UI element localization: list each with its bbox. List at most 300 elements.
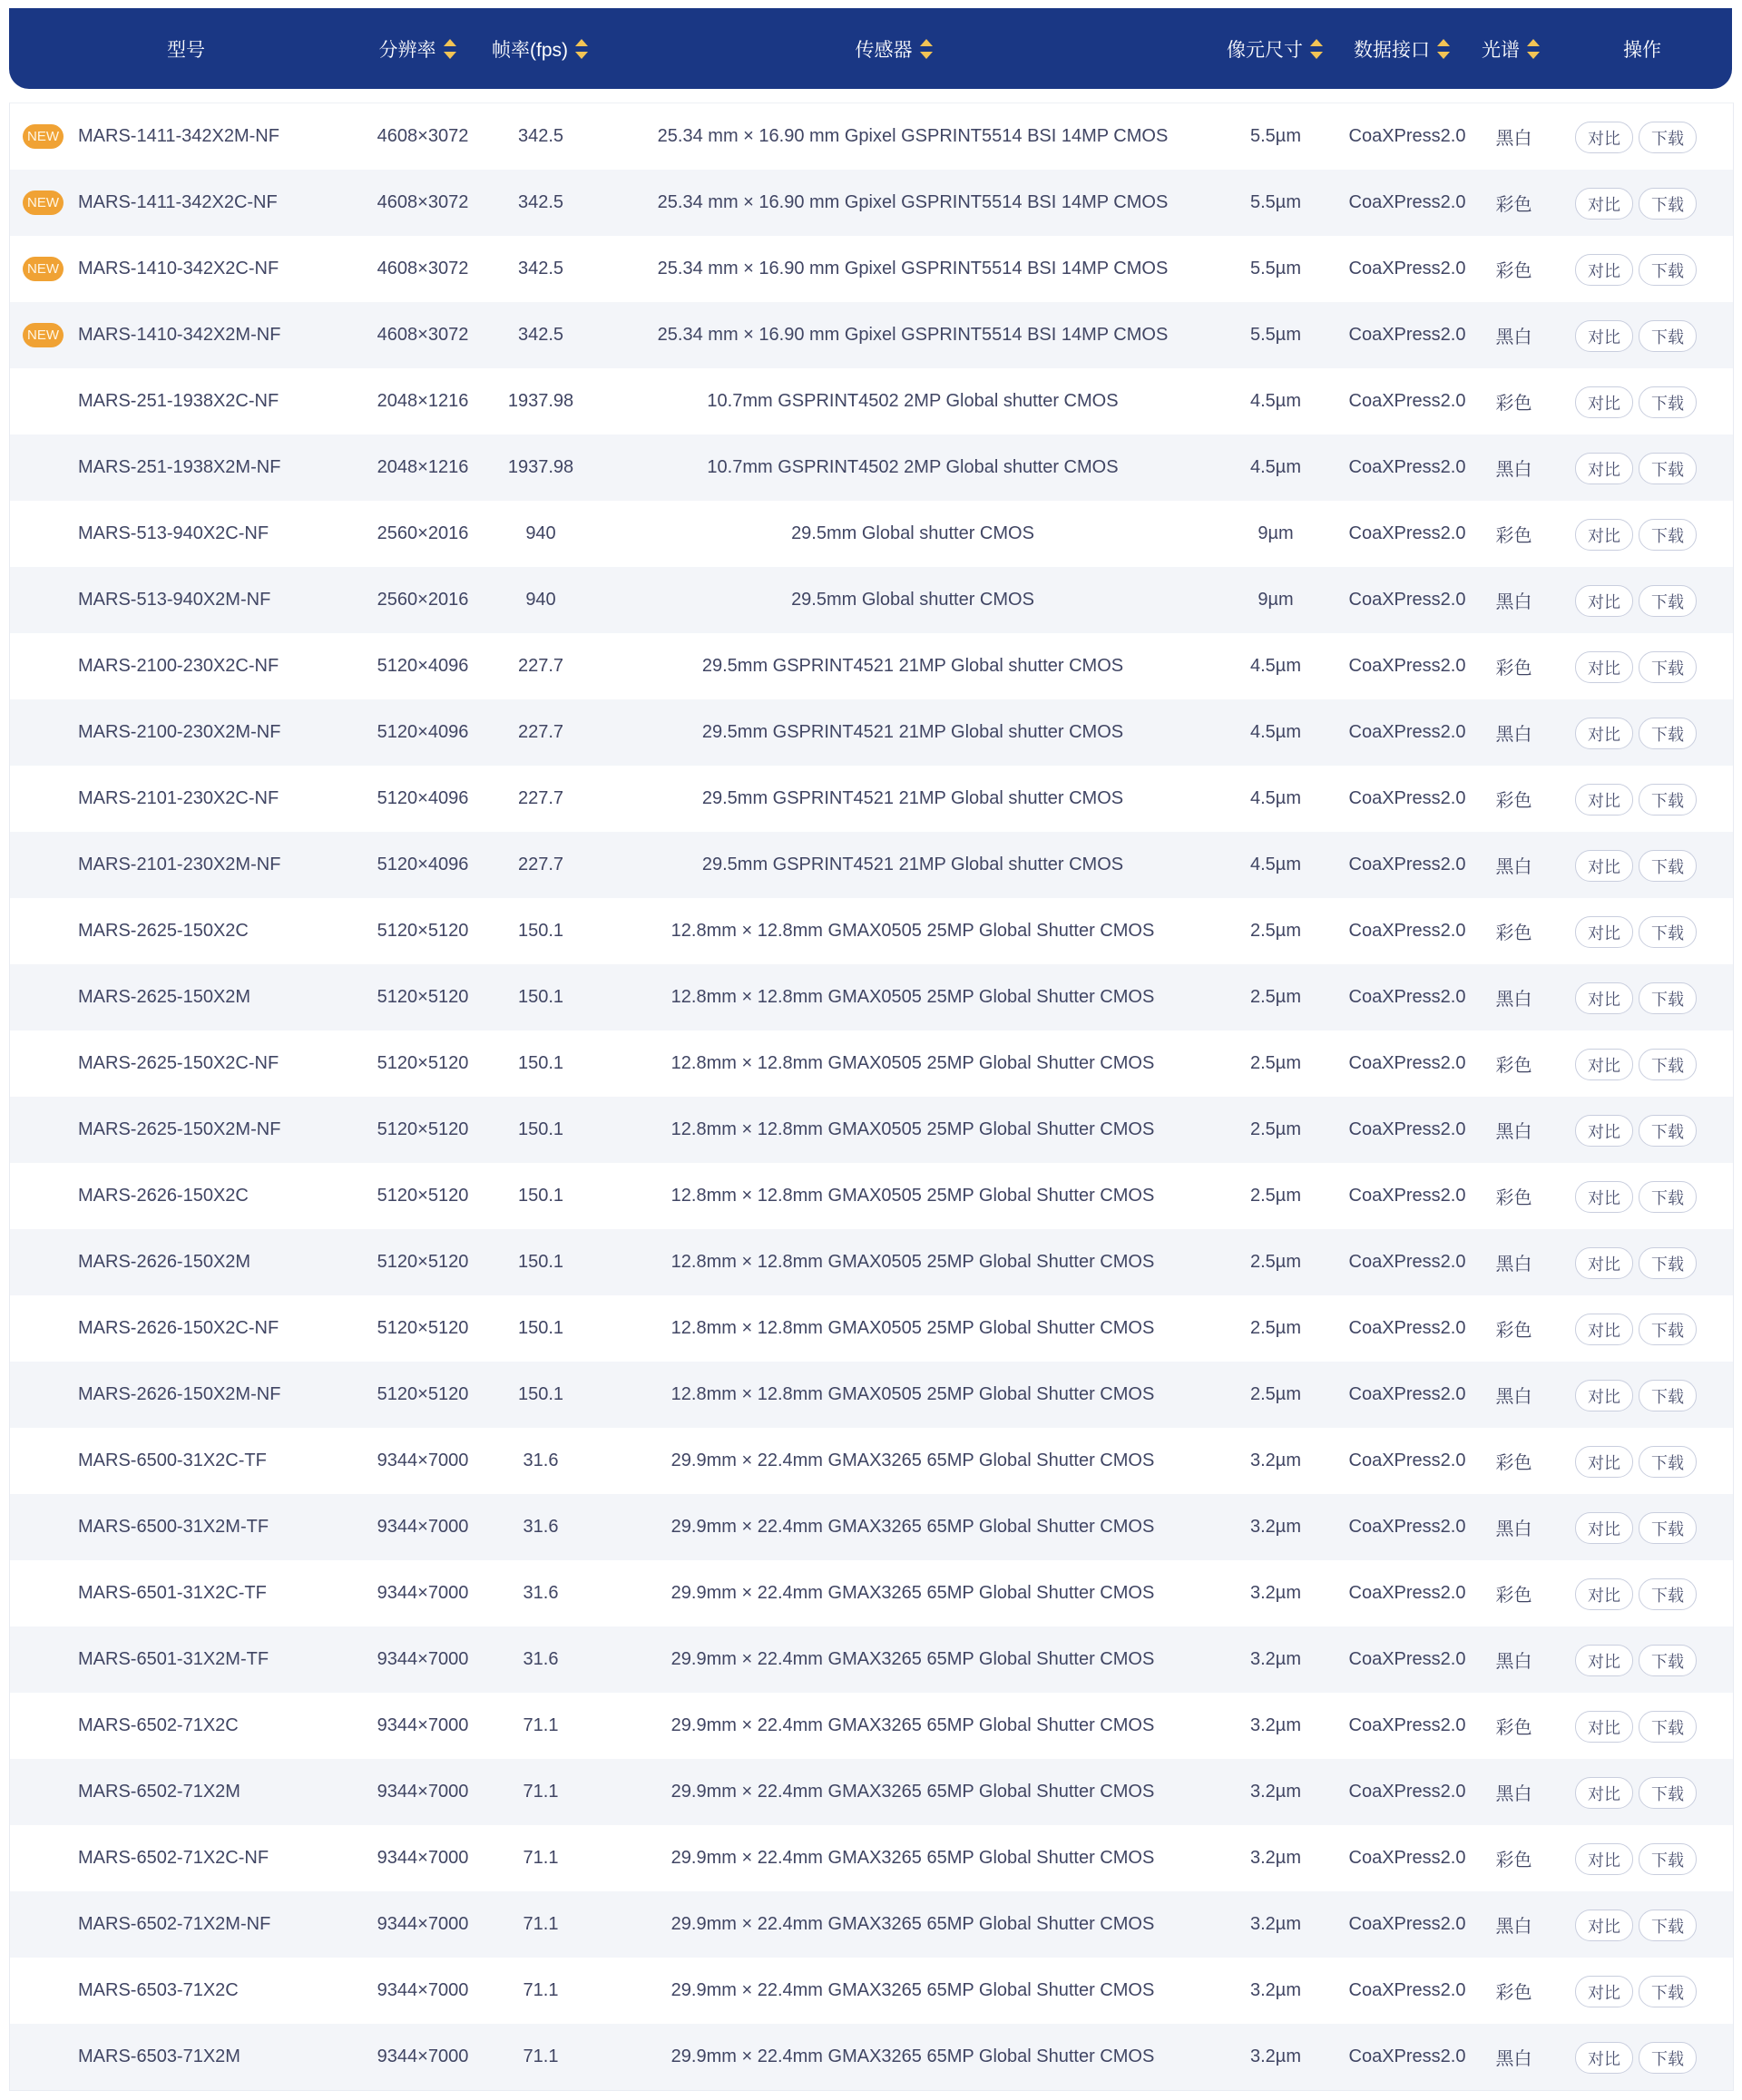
new-badge: NEW [23,124,64,149]
compare-button[interactable]: 对比 [1575,1049,1633,1080]
cell-interface: CoaXPress2.0 [1348,1384,1466,1404]
cell-fps: 227.7 [517,788,564,808]
cell-model[interactable]: MARS-2100-230X2C-NF [78,656,279,676]
cell-resolution: 5120×5120 [377,921,469,941]
download-button[interactable]: 下载 [1639,1115,1697,1147]
new-badge: NEW [23,257,64,281]
download-button[interactable]: 下载 [1639,519,1697,551]
sort-icon [444,39,456,59]
cell-spectrum: 彩色 [1495,1586,1532,1606]
compare-button[interactable]: 对比 [1575,122,1633,153]
cell-pixel: 4.5µm [1250,457,1301,477]
cell-fps: 150.1 [517,1318,564,1338]
cell-pixel: 2.5µm [1250,1318,1301,1338]
cell-spectrum: 彩色 [1495,923,1532,943]
cell-resolution: 4608×3072 [377,126,469,146]
cell-fps: 71.1 [523,2046,559,2066]
cell-interface: CoaXPress2.0 [1348,987,1466,1007]
cell-pixel: 3.2µm [1250,1715,1301,1735]
cell-fps: 150.1 [517,1186,564,1206]
compare-button[interactable]: 对比 [1575,1115,1633,1147]
cell-spectrum: 黑白 [1495,1519,1532,1539]
cell-spectrum: 黑白 [1495,129,1532,149]
cell-spectrum: 彩色 [1495,1321,1532,1341]
cell-spectrum: 彩色 [1495,394,1532,414]
cell-spectrum: 黑白 [1495,327,1532,347]
header-model [118,8,254,89]
cell-model[interactable]: MARS-2626-150X2M-NF [78,1384,281,1404]
cell-resolution: 5120×4096 [377,788,469,808]
header-resolution-label: 分辨率 [378,39,436,61]
cell-spectrum: 彩色 [1495,195,1532,215]
table-row [10,1097,1733,1163]
cell-spectrum: 彩色 [1495,526,1532,546]
cell-sensor: 12.8mm × 12.8mm GMAX0505 25MP Global Shutter CMOS [670,1318,1155,1338]
download-button[interactable]: 下载 [1639,1380,1697,1411]
cell-spectrum: 彩色 [1495,1453,1532,1473]
cell-fps: 227.7 [517,722,564,742]
cell-spectrum: 黑白 [1495,1917,1532,1937]
cell-model[interactable]: MARS-2101-230X2M-NF [78,855,281,874]
cell-spectrum: 黑白 [1495,2049,1532,2069]
compare-button[interactable]: 对比 [1575,1314,1633,1345]
compare-button[interactable]: 对比 [1575,453,1633,484]
cell-model[interactable]: MARS-6503-71X2C [78,1980,239,2000]
cell-spectrum: 彩色 [1495,261,1532,281]
cell-resolution: 2560×2016 [377,523,469,543]
table-row [10,1958,1733,2024]
cell-pixel: 2.5µm [1250,1384,1301,1404]
compare-button[interactable]: 对比 [1575,320,1633,352]
cell-sensor: 29.9mm × 22.4mm GMAX3265 65MP Global Shutter CMOS [670,2046,1155,2066]
download-button[interactable]: 下载 [1639,1181,1697,1213]
download-button[interactable]: 下载 [1639,1247,1697,1279]
new-badge: NEW [23,323,64,347]
cell-spectrum: 彩色 [1495,791,1532,811]
cell-resolution: 9344×7000 [377,2046,469,2066]
header-sensor-label: 传感器 [855,39,913,61]
cell-model[interactable]: MARS-2626-150X2M [78,1252,251,1272]
compare-button[interactable]: 对比 [1575,784,1633,816]
cell-interface: CoaXPress2.0 [1348,788,1466,808]
cell-model[interactable]: MARS-251-1938X2M-NF [78,457,281,477]
new-badge: NEW [23,190,64,215]
table-row [10,1891,1733,1958]
compare-button[interactable]: 对比 [1575,718,1633,749]
cell-resolution: 5120×4096 [377,722,469,742]
cell-sensor: 29.9mm × 22.4mm GMAX3265 65MP Global Shutter CMOS [670,1715,1155,1735]
download-button[interactable]: 下载 [1639,188,1697,220]
cell-model[interactable]: MARS-1410-342X2C-NF [78,259,279,278]
cell-spectrum: 彩色 [1495,1983,1532,2003]
cell-model[interactable]: MARS-6503-71X2M [78,2046,240,2066]
cell-interface: CoaXPress2.0 [1348,126,1466,146]
cell-pixel: 3.2µm [1250,1517,1301,1537]
table-header [9,8,1732,89]
cell-sensor: 29.9mm × 22.4mm GMAX3265 65MP Global Shutter CMOS [670,1914,1155,1934]
cell-sensor: 12.8mm × 12.8mm GMAX0505 25MP Global Shutter CMOS [670,921,1155,941]
compare-button[interactable]: 对比 [1575,188,1633,220]
cell-fps: 31.6 [523,1517,559,1537]
cell-sensor: 12.8mm × 12.8mm GMAX0505 25MP Global Shutter CMOS [670,1252,1155,1272]
cell-sensor: 29.5mm Global shutter CMOS [791,590,1034,610]
cell-interface: CoaXPress2.0 [1348,1186,1466,1206]
cell-pixel: 9µm [1258,590,1294,610]
cell-resolution: 9344×7000 [377,1715,469,1735]
header-sensor-sort[interactable] [826,8,962,89]
cell-interface: CoaXPress2.0 [1348,1517,1466,1537]
cell-sensor: 29.5mm GSPRINT4521 21MP Global shutter CMOS [701,722,1124,742]
cell-spectrum: 彩色 [1495,1056,1532,1076]
compare-button[interactable]: 对比 [1575,850,1633,882]
cell-model[interactable]: MARS-251-1938X2C-NF [78,391,279,411]
cell-spectrum: 彩色 [1495,1188,1532,1208]
cell-interface: CoaXPress2.0 [1348,1583,1466,1603]
cell-fps: 342.5 [517,325,564,345]
cell-pixel: 3.2µm [1250,1649,1301,1669]
download-button[interactable]: 下载 [1639,254,1697,286]
compare-button[interactable]: 对比 [1575,1976,1633,2007]
cell-model[interactable]: MARS-6501-31X2C-TF [78,1583,267,1603]
compare-button[interactable]: 对比 [1575,1843,1633,1875]
compare-button[interactable]: 对比 [1575,651,1633,683]
table-row [10,766,1733,832]
download-button[interactable]: 下载 [1639,916,1697,948]
download-button[interactable]: 下载 [1639,784,1697,816]
compare-button[interactable]: 对比 [1575,519,1633,551]
cell-sensor: 10.7mm GSPRINT4502 2MP Global shutter CMOS [707,457,1119,477]
cell-resolution: 5120×5120 [377,1053,469,1073]
cell-sensor: 29.9mm × 22.4mm GMAX3265 65MP Global Shutter CMOS [670,1782,1155,1802]
table-row [10,1030,1733,1097]
cell-interface: CoaXPress2.0 [1348,855,1466,874]
cell-model[interactable]: MARS-6501-31X2M-TF [78,1649,269,1669]
cell-resolution: 4608×3072 [377,192,469,212]
cell-pixel: 4.5µm [1250,722,1301,742]
cell-model[interactable]: MARS-2625-150X2M-NF [78,1119,281,1139]
cell-resolution: 9344×7000 [377,1583,469,1603]
compare-button[interactable]: 对比 [1575,1247,1633,1279]
sort-icon [1310,39,1323,59]
download-button[interactable]: 下载 [1639,1777,1697,1809]
download-button[interactable]: 下载 [1639,2042,1697,2074]
cell-resolution: 2048×1216 [377,457,469,477]
cell-resolution: 5120×5120 [377,987,469,1007]
cell-model[interactable]: MARS-2626-150X2C-NF [78,1318,279,1338]
compare-button[interactable]: 对比 [1575,585,1633,617]
cell-interface: CoaXPress2.0 [1348,259,1466,278]
header-action [1588,8,1697,89]
compare-button[interactable]: 对比 [1575,2042,1633,2074]
cell-sensor: 29.9mm × 22.4mm GMAX3265 65MP Global Shutter CMOS [670,1980,1155,2000]
cell-pixel: 5.5µm [1250,126,1301,146]
compare-button[interactable]: 对比 [1575,1446,1633,1478]
table-row [10,1362,1733,1428]
cell-sensor: 12.8mm × 12.8mm GMAX0505 25MP Global Shutter CMOS [670,1119,1155,1139]
cell-interface: CoaXPress2.0 [1348,1318,1466,1338]
download-button[interactable]: 下载 [1639,122,1697,153]
sort-icon [920,39,933,59]
cell-interface: CoaXPress2.0 [1348,1782,1466,1802]
download-button[interactable]: 下载 [1639,1910,1697,1941]
cell-model[interactable]: MARS-2625-150X2M [78,987,251,1007]
cell-fps: 31.6 [523,1583,559,1603]
cell-pixel: 4.5µm [1250,788,1301,808]
cell-sensor: 29.5mm GSPRINT4521 21MP Global shutter CMOS [701,855,1124,874]
cell-interface: CoaXPress2.0 [1348,722,1466,742]
compare-button[interactable]: 对比 [1575,1181,1633,1213]
cell-interface: CoaXPress2.0 [1348,523,1466,543]
table-row [10,567,1733,633]
cell-pixel: 2.5µm [1250,921,1301,941]
cell-interface: CoaXPress2.0 [1348,192,1466,212]
cell-fps: 150.1 [517,1119,564,1139]
cell-fps: 31.6 [523,1450,559,1470]
cell-resolution: 9344×7000 [377,1848,469,1868]
cell-sensor: 12.8mm × 12.8mm GMAX0505 25MP Global Shutter CMOS [670,1053,1155,1073]
compare-button[interactable]: 对比 [1575,1711,1633,1743]
download-button[interactable]: 下载 [1639,1512,1697,1544]
header-resolution-sort[interactable] [363,8,472,89]
cell-resolution: 5120×4096 [377,855,469,874]
cell-resolution: 4608×3072 [377,325,469,345]
cell-model[interactable]: MARS-2101-230X2C-NF [78,788,279,808]
table-row [10,1825,1733,1891]
cell-pixel: 3.2µm [1250,1450,1301,1470]
download-button[interactable]: 下载 [1639,585,1697,617]
cell-interface: CoaXPress2.0 [1348,921,1466,941]
cell-pixel: 3.2µm [1250,1914,1301,1934]
cell-model[interactable]: MARS-513-940X2M-NF [78,590,271,610]
table-row [10,1295,1733,1362]
cell-fps: 71.1 [523,1848,559,1868]
cell-fps: 31.6 [523,1649,559,1669]
cell-fps: 342.5 [517,192,564,212]
product-table [9,8,1732,2069]
cell-resolution: 9344×7000 [377,1914,469,1934]
compare-button[interactable]: 对比 [1575,982,1633,1014]
download-button[interactable]: 下载 [1639,1711,1697,1743]
cell-pixel: 4.5µm [1250,656,1301,676]
cell-spectrum: 彩色 [1495,1718,1532,1738]
cell-model[interactable]: MARS-6500-31X2M-TF [78,1517,269,1537]
cell-model[interactable]: MARS-513-940X2C-NF [78,523,269,543]
cell-fps: 342.5 [517,259,564,278]
download-button[interactable]: 下载 [1639,718,1697,749]
cell-resolution: 5120×5120 [377,1252,469,1272]
cell-spectrum: 彩色 [1495,659,1532,679]
download-button[interactable]: 下载 [1639,1578,1697,1610]
cell-pixel: 3.2µm [1250,1980,1301,2000]
table-row [10,898,1733,964]
cell-sensor: 12.8mm × 12.8mm GMAX0505 25MP Global Shutter CMOS [670,1384,1155,1404]
cell-model[interactable]: MARS-1411-342X2M-NF [78,126,279,146]
cell-resolution: 5120×5120 [377,1186,469,1206]
cell-resolution: 5120×5120 [377,1119,469,1139]
cell-model[interactable]: MARS-2626-150X2C [78,1186,249,1206]
cell-fps: 71.1 [523,1715,559,1735]
table-row [10,1494,1733,1560]
download-button[interactable]: 下载 [1639,1049,1697,1080]
cell-model[interactable]: MARS-6502-71X2M [78,1782,240,1802]
cell-model[interactable]: MARS-1410-342X2M-NF [78,325,281,345]
cell-fps: 71.1 [523,1980,559,2000]
header-spectrum-sort[interactable] [1470,8,1551,89]
cell-fps: 1937.98 [507,391,574,411]
cell-interface: CoaXPress2.0 [1348,325,1466,345]
cell-pixel: 3.2µm [1250,1848,1301,1868]
table-row [10,1229,1733,1295]
cell-fps: 940 [525,590,556,610]
cell-resolution: 2048×1216 [377,391,469,411]
cell-pixel: 5.5µm [1250,325,1301,345]
table-row [10,170,1733,236]
header-fps-sort[interactable] [481,8,599,89]
cell-resolution: 5120×5120 [377,1318,469,1338]
cell-resolution: 9344×7000 [377,1649,469,1669]
cell-pixel: 3.2µm [1250,2046,1301,2066]
compare-button[interactable]: 对比 [1575,1910,1633,1941]
cell-pixel: 3.2µm [1250,1782,1301,1802]
compare-button[interactable]: 对比 [1575,1578,1633,1610]
cell-pixel: 5.5µm [1250,259,1301,278]
cell-interface: CoaXPress2.0 [1348,1715,1466,1735]
header-fps-label: 帧率(fps) [492,39,568,61]
cell-pixel: 5.5µm [1250,192,1301,212]
download-button[interactable]: 下载 [1639,1446,1697,1478]
download-button[interactable]: 下载 [1639,386,1697,418]
cell-fps: 227.7 [517,656,564,676]
compare-button[interactable]: 对比 [1575,386,1633,418]
cell-resolution: 9344×7000 [377,1782,469,1802]
cell-fps: 150.1 [517,1252,564,1272]
cell-interface: CoaXPress2.0 [1348,1848,1466,1868]
download-button[interactable]: 下载 [1639,982,1697,1014]
table-row [10,1163,1733,1229]
cell-model[interactable]: MARS-6502-71X2C [78,1715,239,1735]
cell-interface: CoaXPress2.0 [1348,590,1466,610]
compare-button[interactable]: 对比 [1575,1380,1633,1411]
cell-sensor: 29.9mm × 22.4mm GMAX3265 65MP Global Shutter CMOS [670,1583,1155,1603]
sort-icon [575,39,588,59]
table-row [10,964,1733,1030]
compare-button[interactable]: 对比 [1575,916,1633,948]
table-row [10,302,1733,368]
header-spectrum-label: 光谱 [1482,39,1520,61]
header-model-label: 型号 [167,39,205,61]
cell-model[interactable]: MARS-6500-31X2C-TF [78,1450,267,1470]
cell-interface: CoaXPress2.0 [1348,1053,1466,1073]
cell-fps: 227.7 [517,855,564,874]
table-row [10,832,1733,898]
header-pixel-label: 像元尺寸 [1227,39,1303,61]
cell-spectrum: 黑白 [1495,990,1532,1010]
cell-pixel: 2.5µm [1250,987,1301,1007]
cell-sensor: 29.5mm Global shutter CMOS [791,523,1034,543]
download-button[interactable]: 下载 [1639,1976,1697,2007]
compare-button[interactable]: 对比 [1575,1777,1633,1809]
cell-sensor: 25.34 mm × 16.90 mm Gpixel GSPRINT5514 BSI 14MP CMOS [657,325,1169,345]
cell-model[interactable]: MARS-2625-150X2C [78,921,249,941]
cell-spectrum: 彩色 [1495,1851,1532,1870]
cell-interface: CoaXPress2.0 [1348,457,1466,477]
compare-button[interactable]: 对比 [1575,254,1633,286]
cell-spectrum: 黑白 [1495,725,1532,745]
cell-resolution: 9344×7000 [377,1517,469,1537]
cell-resolution: 4608×3072 [377,259,469,278]
cell-fps: 71.1 [523,1914,559,1934]
download-button[interactable]: 下载 [1639,1314,1697,1345]
table-body [9,103,1734,2091]
table-row [10,1560,1733,1626]
compare-button[interactable]: 对比 [1575,1512,1633,1544]
cell-sensor: 29.9mm × 22.4mm GMAX3265 65MP Global Shutter CMOS [670,1848,1155,1868]
cell-interface: CoaXPress2.0 [1348,2046,1466,2066]
table-row [10,1626,1733,1693]
header-interface-sort[interactable] [1343,8,1461,89]
cell-spectrum: 黑白 [1495,1784,1532,1804]
cell-model[interactable]: MARS-1411-342X2C-NF [78,192,278,212]
cell-model[interactable]: MARS-6502-71X2C-NF [78,1848,269,1868]
download-button[interactable]: 下载 [1639,850,1697,882]
sort-icon [1437,39,1450,59]
cell-spectrum: 黑白 [1495,1122,1532,1142]
cell-fps: 150.1 [517,1053,564,1073]
table-row [10,2024,1733,2090]
cell-sensor: 25.34 mm × 16.90 mm Gpixel GSPRINT5514 BSI 14MP CMOS [657,259,1169,278]
cell-interface: CoaXPress2.0 [1348,391,1466,411]
cell-resolution: 5120×4096 [377,656,469,676]
cell-fps: 150.1 [517,921,564,941]
download-button[interactable]: 下载 [1639,320,1697,352]
cell-fps: 71.1 [523,1782,559,1802]
cell-pixel: 4.5µm [1250,391,1301,411]
table-row [10,1693,1733,1759]
table-row [10,633,1733,699]
compare-button[interactable]: 对比 [1575,1645,1633,1676]
cell-spectrum: 黑白 [1495,592,1532,612]
cell-model[interactable]: MARS-6502-71X2M-NF [78,1914,271,1934]
cell-resolution: 9344×7000 [377,1450,469,1470]
cell-model[interactable]: MARS-2625-150X2C-NF [78,1053,279,1073]
cell-pixel: 9µm [1258,523,1294,543]
cell-pixel: 4.5µm [1250,855,1301,874]
cell-resolution: 2560×2016 [377,590,469,610]
cell-interface: CoaXPress2.0 [1348,1450,1466,1470]
table-row [10,1759,1733,1825]
cell-spectrum: 黑白 [1495,1652,1532,1672]
header-interface-label: 数据接口 [1354,39,1430,61]
cell-sensor: 29.5mm GSPRINT4521 21MP Global shutter CMOS [701,788,1124,808]
cell-sensor: 29.9mm × 22.4mm GMAX3265 65MP Global Shutter CMOS [670,1517,1155,1537]
download-button[interactable]: 下载 [1639,1843,1697,1875]
cell-fps: 150.1 [517,987,564,1007]
cell-spectrum: 黑白 [1495,460,1532,480]
download-button[interactable]: 下载 [1639,651,1697,683]
cell-model[interactable]: MARS-2100-230X2M-NF [78,722,281,742]
cell-pixel: 2.5µm [1250,1119,1301,1139]
cell-fps: 342.5 [517,126,564,146]
download-button[interactable]: 下载 [1639,1645,1697,1676]
cell-interface: CoaXPress2.0 [1348,656,1466,676]
table-row [10,699,1733,766]
header-pixel-sort[interactable] [1216,8,1334,89]
cell-interface: CoaXPress2.0 [1348,1252,1466,1272]
cell-spectrum: 黑白 [1495,1255,1532,1275]
download-button[interactable]: 下载 [1639,453,1697,484]
header-action-label: 操作 [1623,39,1661,61]
table-row [10,368,1733,435]
